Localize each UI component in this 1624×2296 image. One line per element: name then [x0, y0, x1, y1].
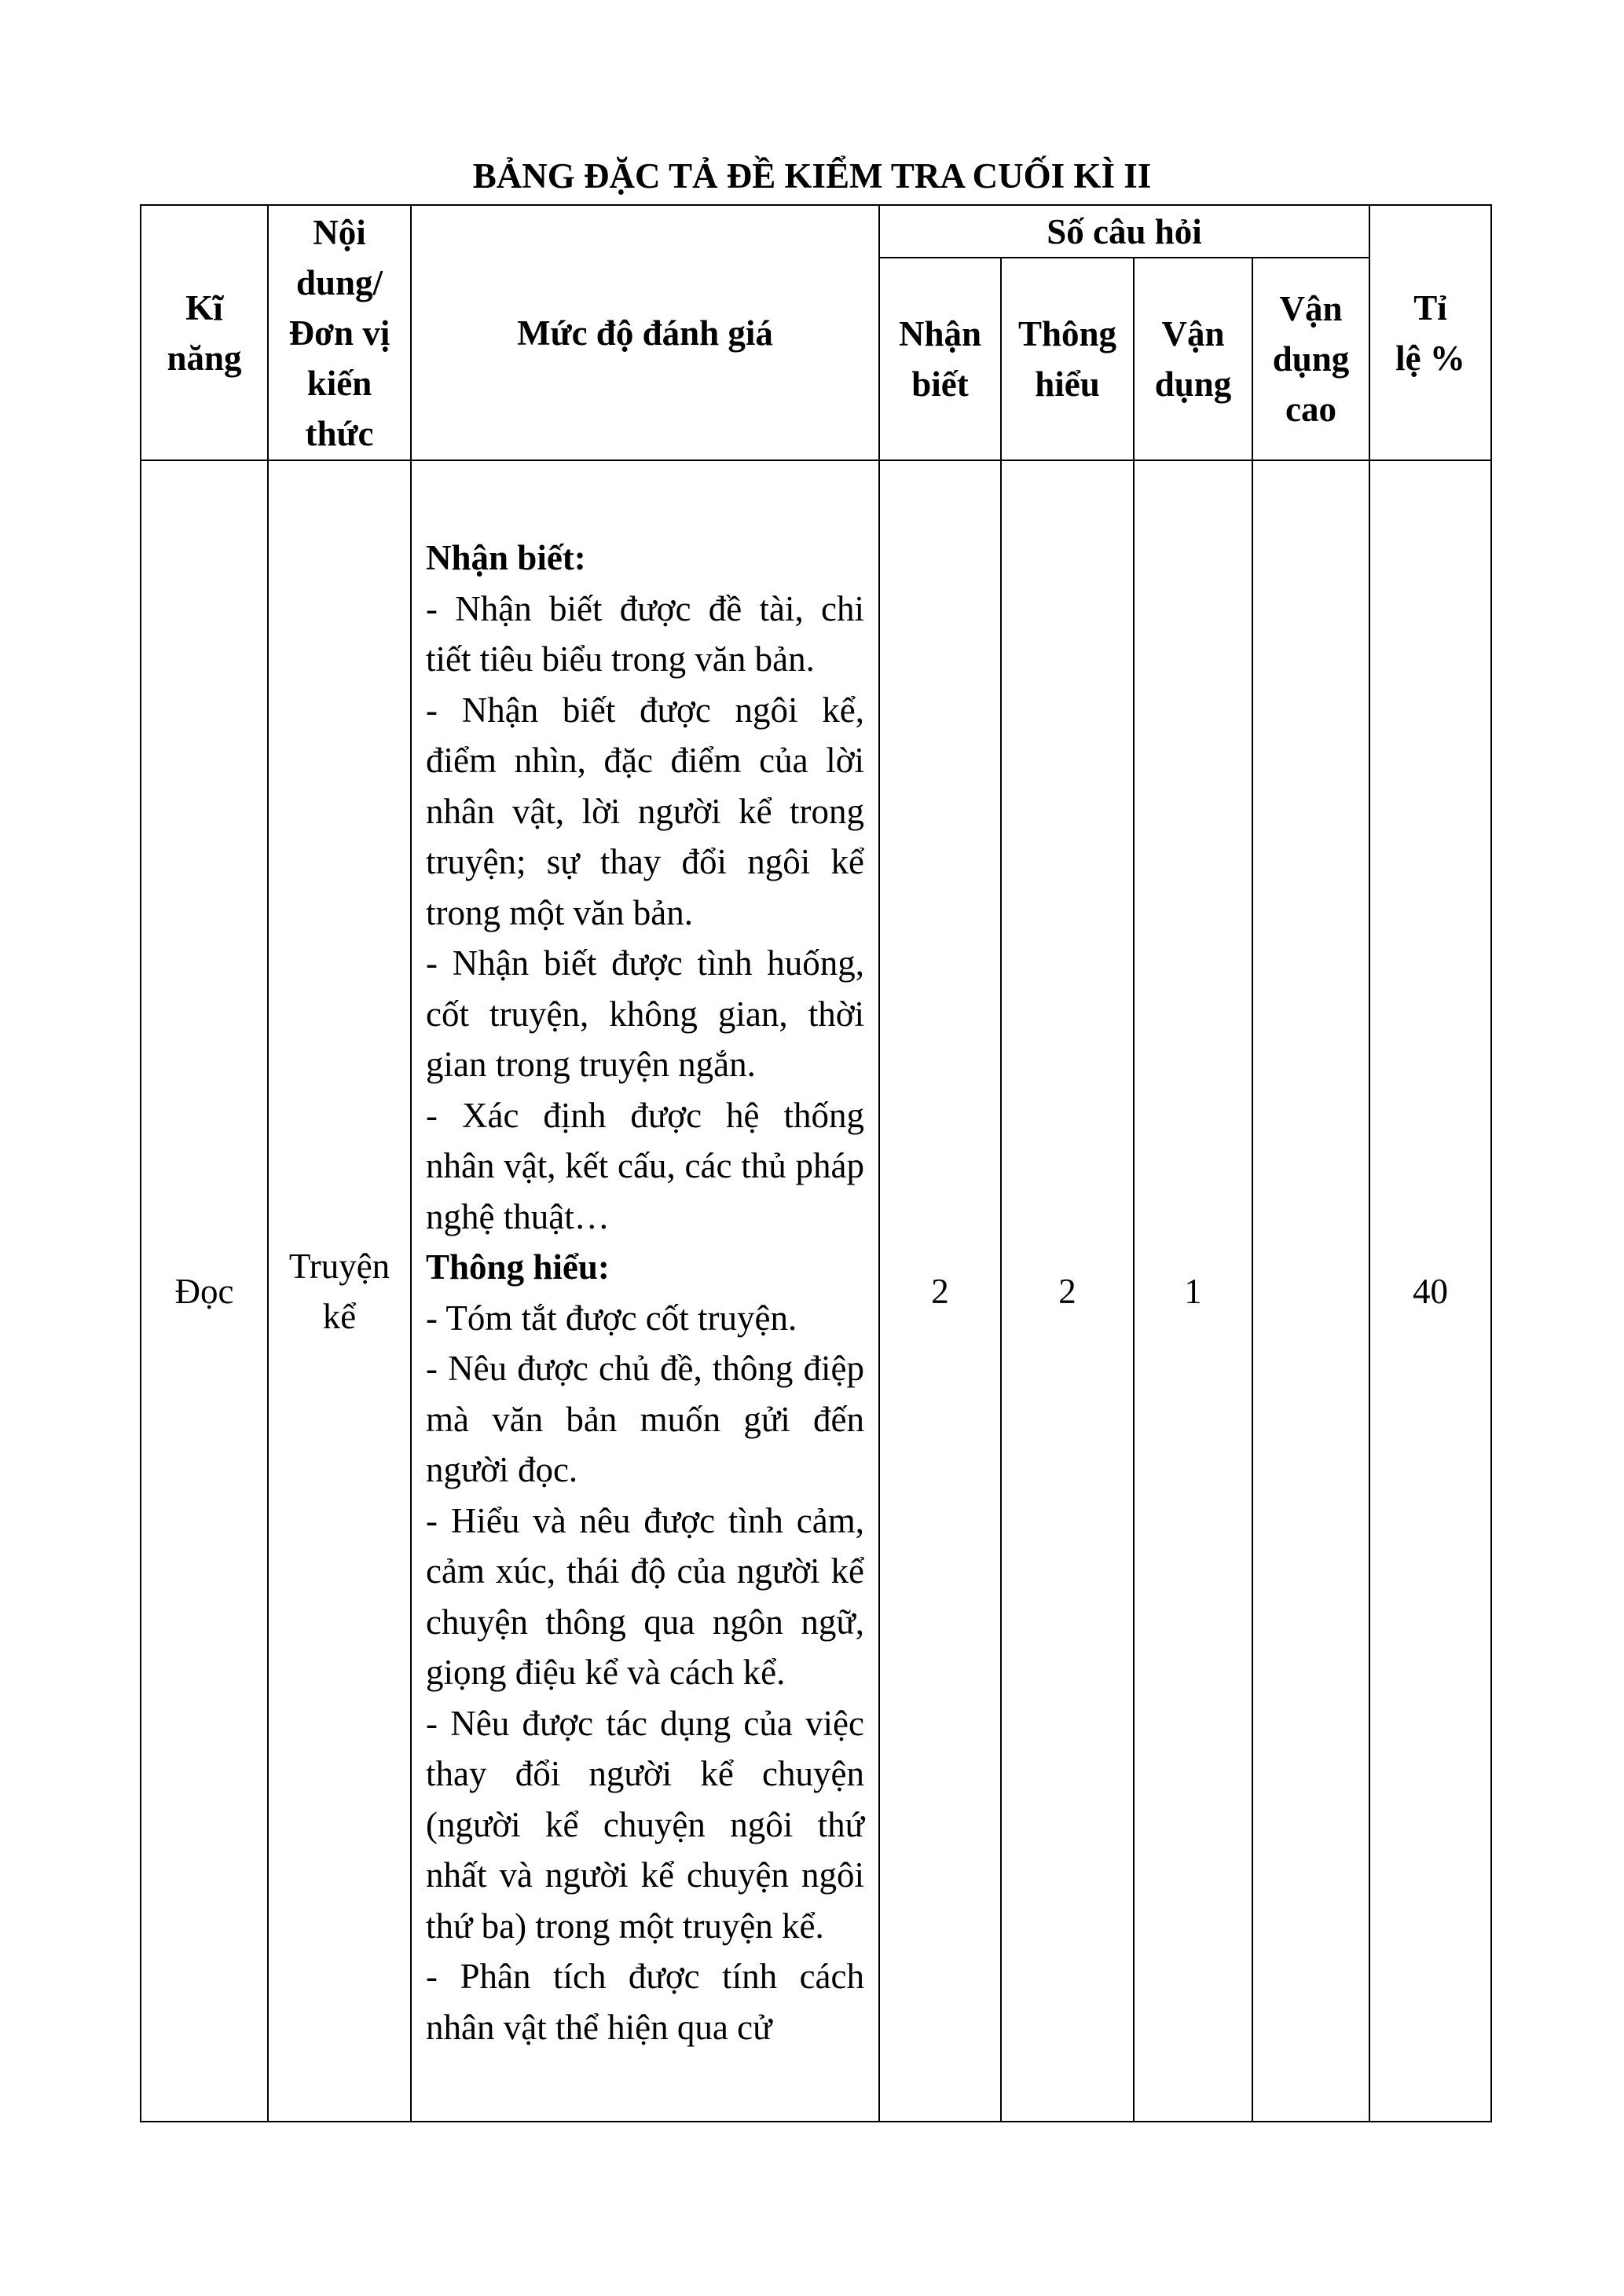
- criteria-item: - Nêu được chủ đề, thông điệp mà văn bản muốn gửi đến người đọc.: [426, 1349, 864, 1489]
- cell-muc-do-danh-gia: [411, 460, 879, 2122]
- header-noi-dung: Nội dung/ Đơn vị kiến thức: [268, 205, 411, 460]
- criteria-item: - Nhận biết được ngôi kể, điểm nhìn, đặc điểm của lời nhân vật, lời người kể trong truyện; sự thay đổi ngôi kể trong một văn bản.: [426, 690, 864, 932]
- cell-nhan-biet-count: 2: [879, 460, 1001, 2122]
- cell-noi-dung: Truyện kể: [268, 460, 411, 2122]
- cell-ki-nang: Đọc: [141, 460, 268, 2122]
- criteria-item: - Hiểu và nêu được tình cảm, cảm xúc, thái độ của người kể chuyện thông qua ngôn ngữ, giọng điệu kể và cách kể.: [426, 1500, 864, 1692]
- header-so-cau-hoi: Số câu hỏi: [879, 205, 1369, 258]
- nhan-biet-heading: Nhận biết:: [426, 538, 586, 577]
- criteria-item: - Tóm tắt được cốt truyện.: [426, 1298, 797, 1338]
- criteria-item: - Nêu được tác dụng của việc thay đổi người kể chuyện (người kể chuyện ngôi thứ nhất và người kể chuyện ngôi thứ ba) trong một truyện kể.: [426, 1703, 864, 1946]
- header-row-1: [141, 205, 1491, 258]
- criteria-item: - Phân tích được tính cách nhân vật thể hiện qua cử: [426, 1957, 864, 2047]
- header-van-dung-cao: Vận dụng cao: [1252, 258, 1369, 460]
- header-nhan-biet: Nhận biết: [879, 258, 1001, 460]
- header-ti-le: Tỉ lệ %: [1369, 205, 1491, 460]
- criteria-item: - Nhận biết được tình huống, cốt truyện, không gian, thời gian trong truyện ngắn.: [426, 943, 864, 1084]
- specification-table: [140, 204, 1492, 2122]
- criteria-item: - Nhận biết được đề tài, chi tiết tiêu biểu trong văn bản.: [426, 588, 864, 679]
- cell-thong-hieu-count: 2: [1001, 460, 1134, 2122]
- cell-ti-le: 40: [1369, 460, 1491, 2122]
- thong-hieu-heading: Thông hiểu:: [426, 1247, 610, 1287]
- document-title: BẢNG ĐẶC TẢ ĐỀ KIỂM TRA CUỐI KÌ II: [472, 156, 1152, 196]
- cell-van-dung-count: 1: [1134, 460, 1252, 2122]
- header-ki-nang: Kĩ năng: [141, 205, 268, 460]
- table-row-doc: [141, 460, 1491, 2122]
- criteria-item: - Xác định được hệ thống nhân vật, kết cấu, các thủ pháp nghệ thuật…: [426, 1095, 864, 1236]
- cell-van-dung-cao-count: [1252, 460, 1369, 2122]
- header-thong-hieu: Thông hiểu: [1001, 258, 1134, 460]
- header-muc-do-danh-gia: Mức độ đánh giá: [411, 205, 879, 460]
- header-van-dung: Vận dụng: [1134, 258, 1252, 460]
